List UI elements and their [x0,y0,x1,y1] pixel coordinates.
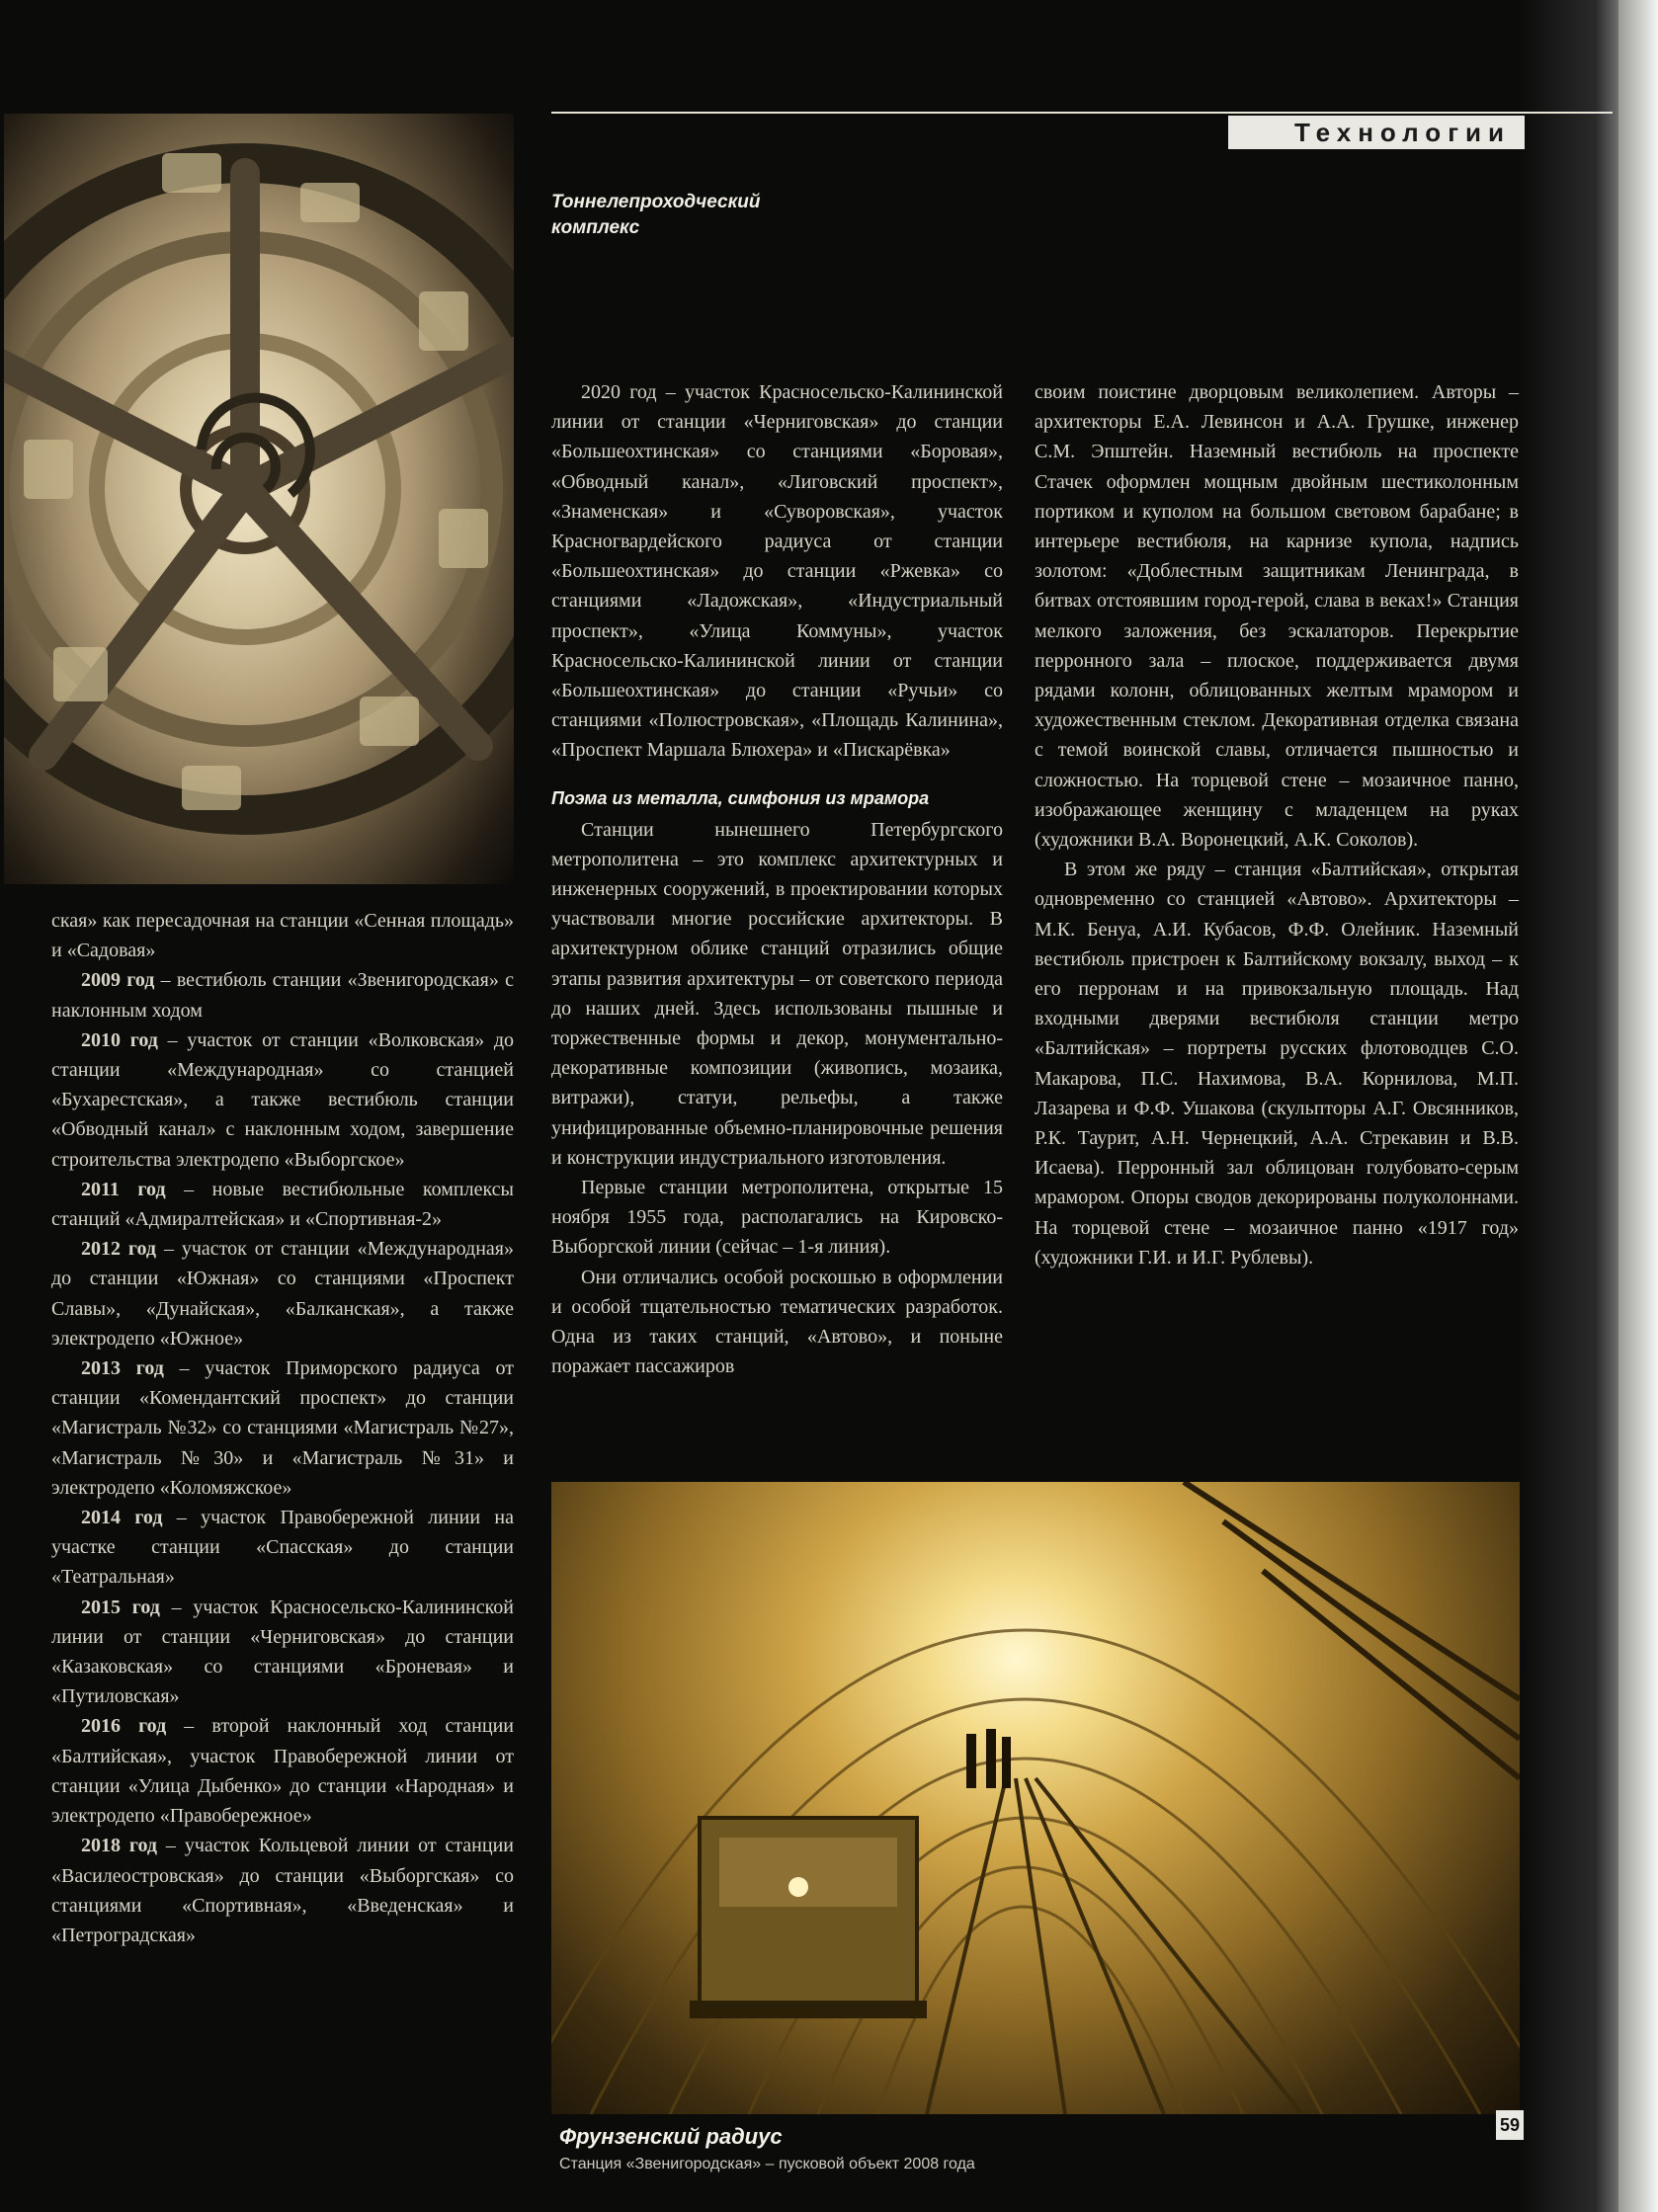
timeline-year: 2010 год [81,1028,158,1051]
paragraph: Первые станции метрополитена, открытые 15 ноября 1955 года, располагались на Кировско-Выборгской линии (сейчас – 1-я линия). [551,1177,1003,1259]
tbm-cutterhead-illustration [4,114,514,884]
timeline-text: – участок Правобережной линии на участке станции «Спасская» до станции «Театральная» [51,1507,514,1589]
left-column [51,906,514,1950]
paragraph-2020: 2020 год – участок Красносельско-Калининской линии от станции «Черниговская» до станции «Большеохтинская» со станциями «Боровая», «Обводный канал», «Лиговский проспект», «Знаменская» и «Суворовская», участок Красногвардейского радиуса от станции «Большеохтинская» до станции «Ржевка» со станциями «Ладожская», «Индустриальный проспект», «Улица Коммуны», участок Красносельско-Калининской линии от станции «Большеохтинская» до станции «Ручьи» со станциями «Полюстровская», «Площадь Калинина», «Проспект Маршала Блюхера» и «Пискарёвка» [551,381,1003,762]
timeline-year: 2011 год [81,1178,166,1200]
timeline-text: – участок Приморского радиуса от станции «Комендантский проспект» до станции «Магистраль №32» со станциями «Магистраль №27», «Магистраль №30» и «Магистраль №31» и электродепо «Коломяжское» [51,1357,515,1499]
timeline-entry [51,1831,514,1950]
timeline-text: – вестибюль станции «Звенигородская» с наклонным ходом [51,969,514,1022]
timeline-year: 2016 год [81,1715,167,1738]
timeline-text: – участок Кольцевой линии от станции «Василеостровская» до станции «Выборгская» со станциями «Спортивная», «Введенская» и «Петроградская» [51,1835,514,1946]
timeline-year: 2014 год [81,1507,163,1529]
timeline-entry [51,965,514,1024]
photo-title [551,190,848,241]
paragraph: Станции нынешнего Петербургского метрополитена – это комплекс архитектурных и инженерных сооружений, в проектировании которых участвовали многие российские архитекторы. В архитектурном облике станций отразились общие этапы развития архитектуры – от советского периода до наших дней. Здесь использованы пышные и торжественные формы и декор, монументально-декоративные композиции (живопись, мозаика, витражи), статуи, рельефы, а также унифицированные объемно-планировочные решения и конструкции индустриального изготовления. [551,818,1003,1169]
header-rule [551,112,1613,114]
timeline-text: – второй наклонный ход станции «Балтийская», участок Правобережной линии от станции «Улица Дыбенко» до станции «Народная» и электродепо «Правобережное» [51,1715,514,1828]
timeline-entry [51,906,514,965]
timeline-text: – участок от станции «Волковская» до станции «Международная» со станцией «Бухарестская», а также вестибюль станции «Обводный канал» с наклонным ходом, завершение строительства электродепо «Выборгское» [51,1028,514,1171]
timeline-entry [51,1503,514,1593]
timeline-text: ская» как пересадочная на станции «Сенная площадь» и «Садовая» [51,910,514,962]
photo-title-line1: Тоннелепроходческий [551,192,761,212]
paragraph: своим поистине дворцовым великолепием. Авторы – архитекторы Е.А. Левинсон и А.А. Грушке, инженер С.М. Эпштейн. Наземный вестибюль на проспекте Стачек оформлен мощным двойным шестиколонным портиком и куполом на большом световом барабане; в интерьере вестибюля, на карнизе купола, надпись золотом: «Доблестным защитникам Ленинграда, в битвах отстоявшим город-герой, слава в веках!» Станция мелкого заложения, без эскалаторов. Перекрытие перронного зала – плоское, поддерживается двумя рядами колонн, облицованных желтым мрамором и художественным стеклом. Декоративная отделка связана с темой воинской славы, отличается пышностью и сложностью. На торцевой стене – мозаичное панно, изображающее женщину с младенцем на руках (художники В.А. Воронецкий, А.К. Соколов). [1035,381,1519,852]
page-number: 59 [1496,2110,1524,2140]
timeline-year: 2009 год [81,969,155,992]
section-tag: Технологии [1228,116,1525,149]
timeline-entry [51,1175,514,1234]
timeline-year: 2012 год [81,1238,157,1261]
timeline-entry [51,1353,514,1503]
tunnel-illustration [551,1482,1520,2114]
timeline-year: 2015 год [81,1596,160,1618]
tunnel-boring-machine-photo [4,114,514,884]
timeline-entry [51,1025,514,1175]
subheading: Поэма из металла, симфония из мрамора [551,787,930,808]
middle-column [551,377,1003,1382]
timeline-entry [51,1593,514,1712]
photo-caption-title: Фрунзенский радиус [559,2124,783,2149]
photo-caption-text: Станция «Звенигородская» – пусковой объект 2008 года [559,2156,975,2172]
timeline-text: – новые вестибюльные комплексы станций «Адмиралтейская» и «Спортивная-2» [51,1178,514,1231]
timeline-text: – участок Красносельско-Калининской линии от станции «Черниговская» до станции «Казаковская» со станциями «Броневая» и «Путиловская» [51,1596,515,1708]
timeline-year: 2018 год [81,1835,158,1857]
timeline-year: 2013 год [81,1357,164,1380]
timeline-entry [51,1234,514,1353]
right-column [1035,377,1519,1272]
timeline-text: – участок от станции «Международная» до станции «Южная» со станциями «Проспект Славы», «Дунайская», «Балканская», а также электродепо «Южное» [51,1238,514,1350]
photo-title-line2: комплекс [551,217,640,238]
timeline-entry [51,1711,514,1831]
paper-edge [1618,0,1658,2212]
paragraph: Они отличались особой роскошью в оформлении и особой тщательностью тематических разработок. Одна из таких станций, «Автово», и поныне поражает пассажиров [551,1266,1003,1378]
paragraph: В этом же ряду – станция «Балтийская», открытая одновременно со станцией «Автово». Архитекторы – М.К. Бенуа, А.И. Кубасов, Ф.Ф. Олейник. Наземный вестибюль пристроен к Балтийскому вокзалу, выход – к его перронам и на привокзальную площадь. Над входными дверями вестибюля станции метро «Балтийская» – портреты русских флотоводцев С.О. Макарова, П.С. Нахимова, В.А. Корнилова, М.П. Лазарева и Ф.Ф. Ушакова (скульпторы А.Г. Овсянников, Р.К. Таурит, А.Н. Чернецкий, А.А. Стрекавин и В.В. Исаева). Перронный зал облицован голубовато-серым мрамором. Опоры сводов декорированы полуколоннами. На торцевой стене – мозаичное панно «1917 год» (художники Г.И. и И.Г. Рублевы). [1035,859,1519,1269]
tunnel-construction-photo [551,1482,1520,2114]
